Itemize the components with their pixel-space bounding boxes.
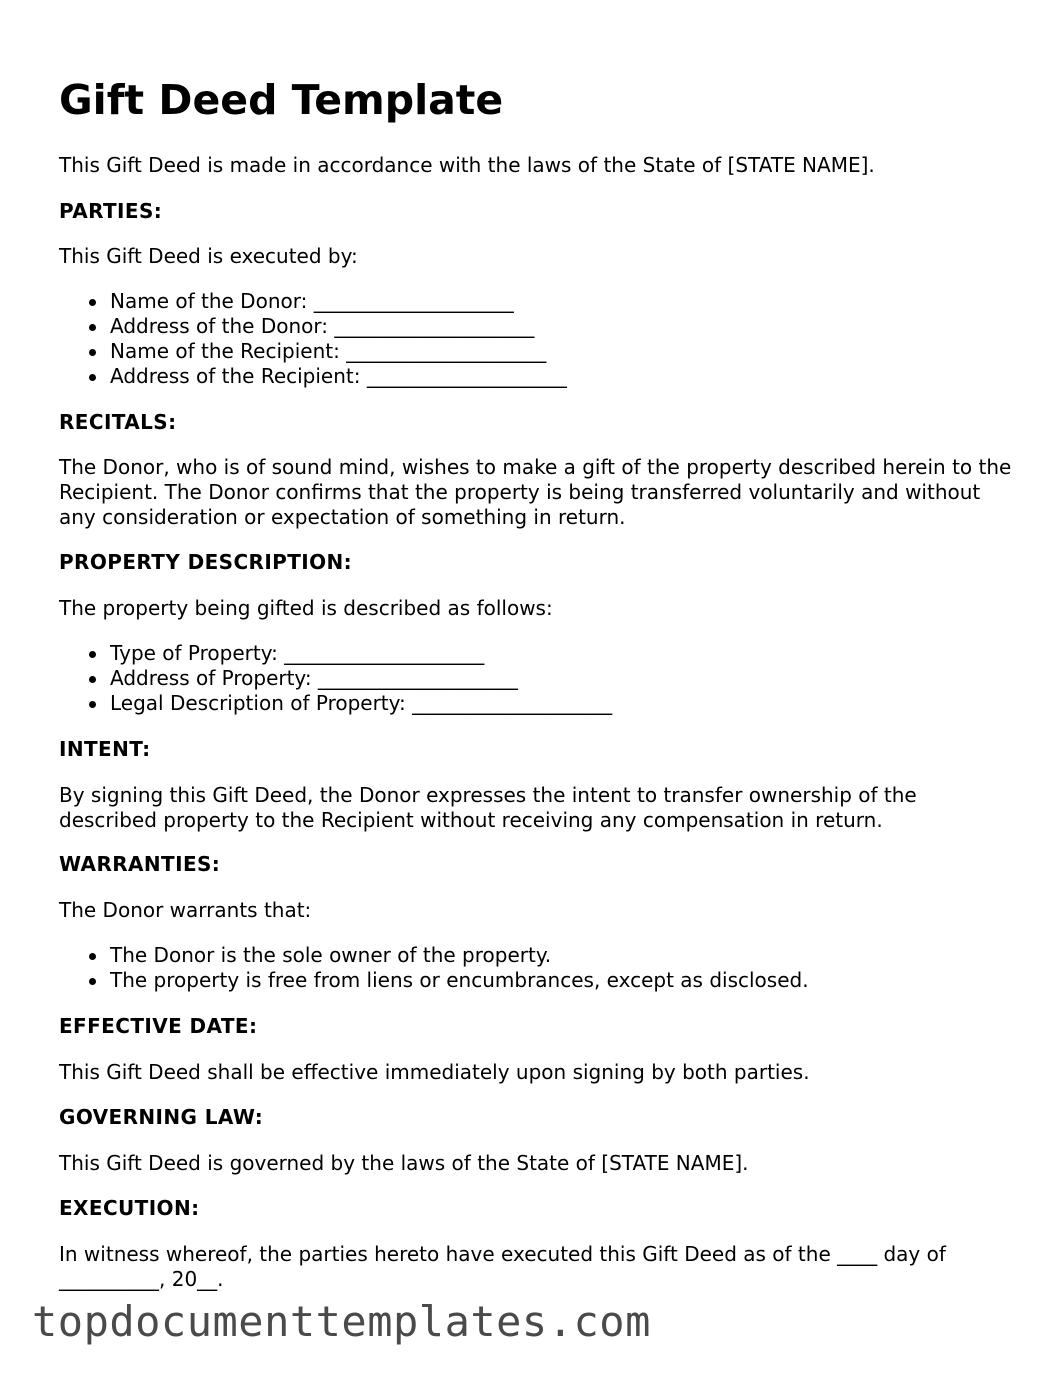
execution-text: In witness whereof, the parties hereto have executed this Gift Deed as of the ____ day of __________, 20__. xyxy=(59,1242,946,1291)
list-item: Name of the Recipient: ____________________ xyxy=(59,339,567,364)
list-item: Address of Property: ____________________ xyxy=(59,666,612,691)
list-item: Address of the Donor: ____________________ xyxy=(59,314,567,339)
intent-text: By signing this Gift Deed, the Donor expresses the intent to transfer ownership of the described property to the Recipient without receiving any compensation in return. xyxy=(59,783,917,832)
list-item: The property is free from liens or encumbrances, except as disclosed. xyxy=(59,968,809,993)
parties-text: This Gift Deed is executed by: xyxy=(59,244,358,268)
page-title: Gift Deed Template xyxy=(59,76,504,124)
recitals-heading: RECITALS: xyxy=(59,410,177,434)
effective-date-text: This Gift Deed shall be effective immediately upon signing by both parties. xyxy=(59,1060,810,1084)
warranties-text: The Donor warrants that: xyxy=(59,898,312,922)
list-item: Name of the Donor: ____________________ xyxy=(59,289,567,314)
execution-heading: EXECUTION: xyxy=(59,1196,200,1220)
intent-heading: INTENT: xyxy=(59,737,151,761)
property-list xyxy=(59,641,612,716)
list-item: Legal Description of Property: ____________________ xyxy=(59,691,612,716)
list-item: The Donor is the sole owner of the property. xyxy=(59,943,809,968)
list-item: Type of Property: ____________________ xyxy=(59,641,612,666)
governing-law-text: This Gift Deed is governed by the laws of the State of [STATE NAME]. xyxy=(59,1151,749,1175)
effective-date-heading: EFFECTIVE DATE: xyxy=(59,1014,258,1038)
property-text: The property being gifted is described as follows: xyxy=(59,596,553,620)
parties-list xyxy=(59,289,567,389)
list-item: Address of the Recipient: ____________________ xyxy=(59,364,567,389)
recitals-text: The Donor, who is of sound mind, wishes to make a gift of the property described herein to the Recipient. The Donor confirms that the property is being transferred voluntarily and without any consideration or expectation of something in return. xyxy=(59,455,1012,529)
watermark: topdocumenttemplates.com xyxy=(32,1297,651,1346)
property-heading: PROPERTY DESCRIPTION: xyxy=(59,550,353,574)
governing-law-heading: GOVERNING LAW: xyxy=(59,1105,264,1129)
warranties-heading: WARRANTIES: xyxy=(59,852,221,876)
parties-heading: PARTIES: xyxy=(59,199,163,223)
warranties-list xyxy=(59,943,809,993)
intro-paragraph: This Gift Deed is made in accordance with the laws of the State of [STATE NAME]. xyxy=(59,153,875,177)
